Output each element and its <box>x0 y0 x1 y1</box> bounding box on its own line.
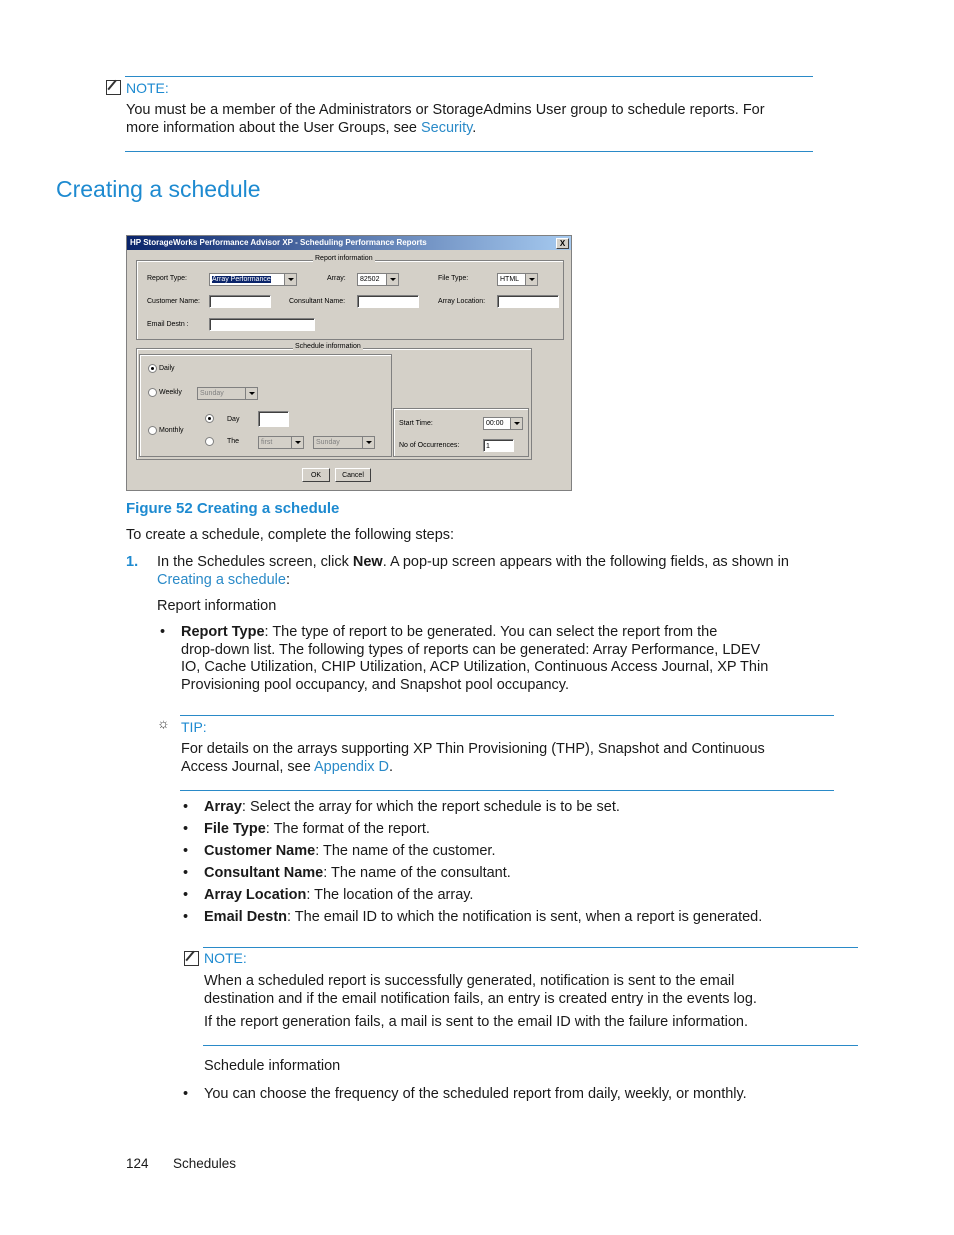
customer-name-field[interactable] <box>209 295 271 308</box>
list-item: • Email Destn: The email ID to which the notification is sent, when a report is generated. <box>183 909 763 925</box>
list-item: • Array: Select the array for which the report schedule is to be set. <box>183 799 620 815</box>
step-1-line-1: In the Schedules screen, click New. A pop-up screen appears with the following fields, as shown in <box>157 554 789 570</box>
note-top-rule <box>125 76 813 77</box>
day-label: Day <box>227 416 240 423</box>
note2-top-rule <box>203 947 858 948</box>
dialog-title: HP StorageWorks Performance Advisor XP - Scheduling Performance Reports <box>130 238 427 247</box>
lightbulb-icon: ☼ <box>157 715 170 731</box>
weekly-radio[interactable] <box>148 388 157 397</box>
security-link[interactable]: Security <box>420 119 473 136</box>
monthly-day-field[interactable] <box>258 411 289 427</box>
email-destn-field[interactable] <box>209 318 315 331</box>
chevron-down-icon <box>510 418 522 429</box>
close-icon[interactable]: X <box>556 238 569 249</box>
occurrences-label: No of Occurrences: <box>399 442 460 449</box>
figure-caption: Figure 52 Creating a schedule <box>126 500 340 517</box>
monthly-radio[interactable] <box>148 426 157 435</box>
footer-section: Schedules <box>173 1156 237 1171</box>
tip-top-rule <box>180 715 834 716</box>
chevron-down-icon <box>291 437 303 448</box>
consultant-name-field[interactable] <box>357 295 419 308</box>
schedule-dialog-screenshot <box>126 235 572 491</box>
note-line-2: more information about the User Groups, see Security. <box>126 119 477 136</box>
monthly-weekday-select[interactable]: Sunday <box>313 436 375 449</box>
page-number: 124 <box>126 1156 149 1171</box>
step-1-line-2: Creating a schedule: <box>157 571 291 588</box>
list-item: • File Type: The format of the report. <box>183 821 430 837</box>
file-type-select[interactable]: HTML <box>497 273 538 286</box>
email-destn-label: Email Destn : <box>147 321 189 328</box>
step-number: 1. <box>126 554 139 570</box>
report-type-select[interactable]: Array Performance <box>209 273 297 286</box>
tip-label: TIP: <box>181 719 207 735</box>
report-type-label: Report Type: <box>147 275 187 282</box>
array-location-field[interactable] <box>497 295 559 308</box>
note2-text: When a scheduled report is successfully generated, notification is sent to the email destination and if the email notification fails, an entry is created entry in the events log. If the report generation fails, a mail is sent to the email ID with the failure information. <box>204 973 757 1030</box>
note2-label: NOTE: <box>204 950 247 966</box>
start-time-select[interactable]: 00:00 <box>483 417 523 430</box>
array-label: Array: <box>327 275 346 282</box>
file-type-label: File Type: <box>438 275 469 282</box>
daily-radio[interactable] <box>148 364 157 373</box>
note-icon <box>184 951 199 966</box>
schedule-information-heading: Schedule information <box>204 1058 341 1074</box>
chevron-down-icon <box>245 388 257 399</box>
ok-button[interactable]: OK <box>302 468 330 482</box>
monthly-day-radio[interactable] <box>205 414 214 423</box>
note-bottom-rule <box>125 151 813 152</box>
list-item: • Consultant Name: The name of the consultant. <box>183 865 511 881</box>
start-time-label: Start Time: <box>399 420 433 427</box>
note-icon <box>106 80 121 95</box>
note-label: NOTE: <box>126 80 169 96</box>
creating-schedule-link[interactable]: Creating a schedule <box>157 571 286 588</box>
report-information-label: Report information <box>315 255 373 262</box>
report-type-bullet: • Report Type: The type of report to be generated. You can select the report from the drop-down list. The following types of reports can be generated: Array Performance, LDEV IO, Cache Utilization, CHIP Utilization, ACP Utilization, Continuous Access Journal, XP Thin Provisioning pool occupancy, and Snapshot pool occupancy. <box>160 624 769 693</box>
appendix-d-link[interactable]: Appendix D <box>314 758 389 775</box>
note-text <box>126 102 765 137</box>
weekly-label: Weekly <box>159 389 182 396</box>
list-item: • You can choose the frequency of the scheduled report from daily, weekly, or monthly. <box>183 1086 747 1102</box>
bullet-dot: • <box>160 624 166 640</box>
dialog-title-bar <box>127 236 571 250</box>
note-line-1: You must be a member of the Administrators or StorageAdmins User group to schedule reports. For <box>126 102 765 118</box>
schedule-information-label: Schedule information <box>295 343 361 350</box>
note2-bottom-rule <box>203 1045 858 1046</box>
section-heading: Creating a schedule <box>56 176 261 202</box>
report-information-heading: Report information <box>157 598 277 614</box>
tip-bottom-rule <box>180 790 834 791</box>
list-item: • Array Location: The location of the array. <box>183 887 474 903</box>
consultant-name-label: Consultant Name: <box>289 298 346 305</box>
occurrences-field[interactable]: 1 <box>483 439 514 452</box>
chevron-down-icon <box>362 437 374 448</box>
week-ordinal-select[interactable]: first <box>258 436 304 449</box>
array-location-label: Array Location: <box>438 298 486 305</box>
intro-text: To create a schedule, complete the following steps: <box>126 527 455 543</box>
chevron-down-icon <box>525 274 537 285</box>
cancel-button[interactable]: Cancel <box>335 468 371 482</box>
chevron-down-icon <box>386 274 398 285</box>
weekly-day-select[interactable]: Sunday <box>197 387 258 400</box>
the-label: The <box>227 438 240 445</box>
chevron-down-icon <box>284 274 296 285</box>
monthly-label: Monthly <box>159 427 184 434</box>
tip-text: For details on the arrays supporting XP Thin Provisioning (THP), Snapshot and Continuous Access Journal, see Appendix D. <box>181 741 765 775</box>
array-select[interactable]: 82502 <box>357 273 399 286</box>
list-item: • Customer Name: The name of the customer. <box>183 843 496 859</box>
monthly-the-radio[interactable] <box>205 437 214 446</box>
daily-label: Daily <box>159 365 175 372</box>
step-1-text <box>157 554 789 589</box>
customer-name-label: Customer Name: <box>147 298 200 305</box>
